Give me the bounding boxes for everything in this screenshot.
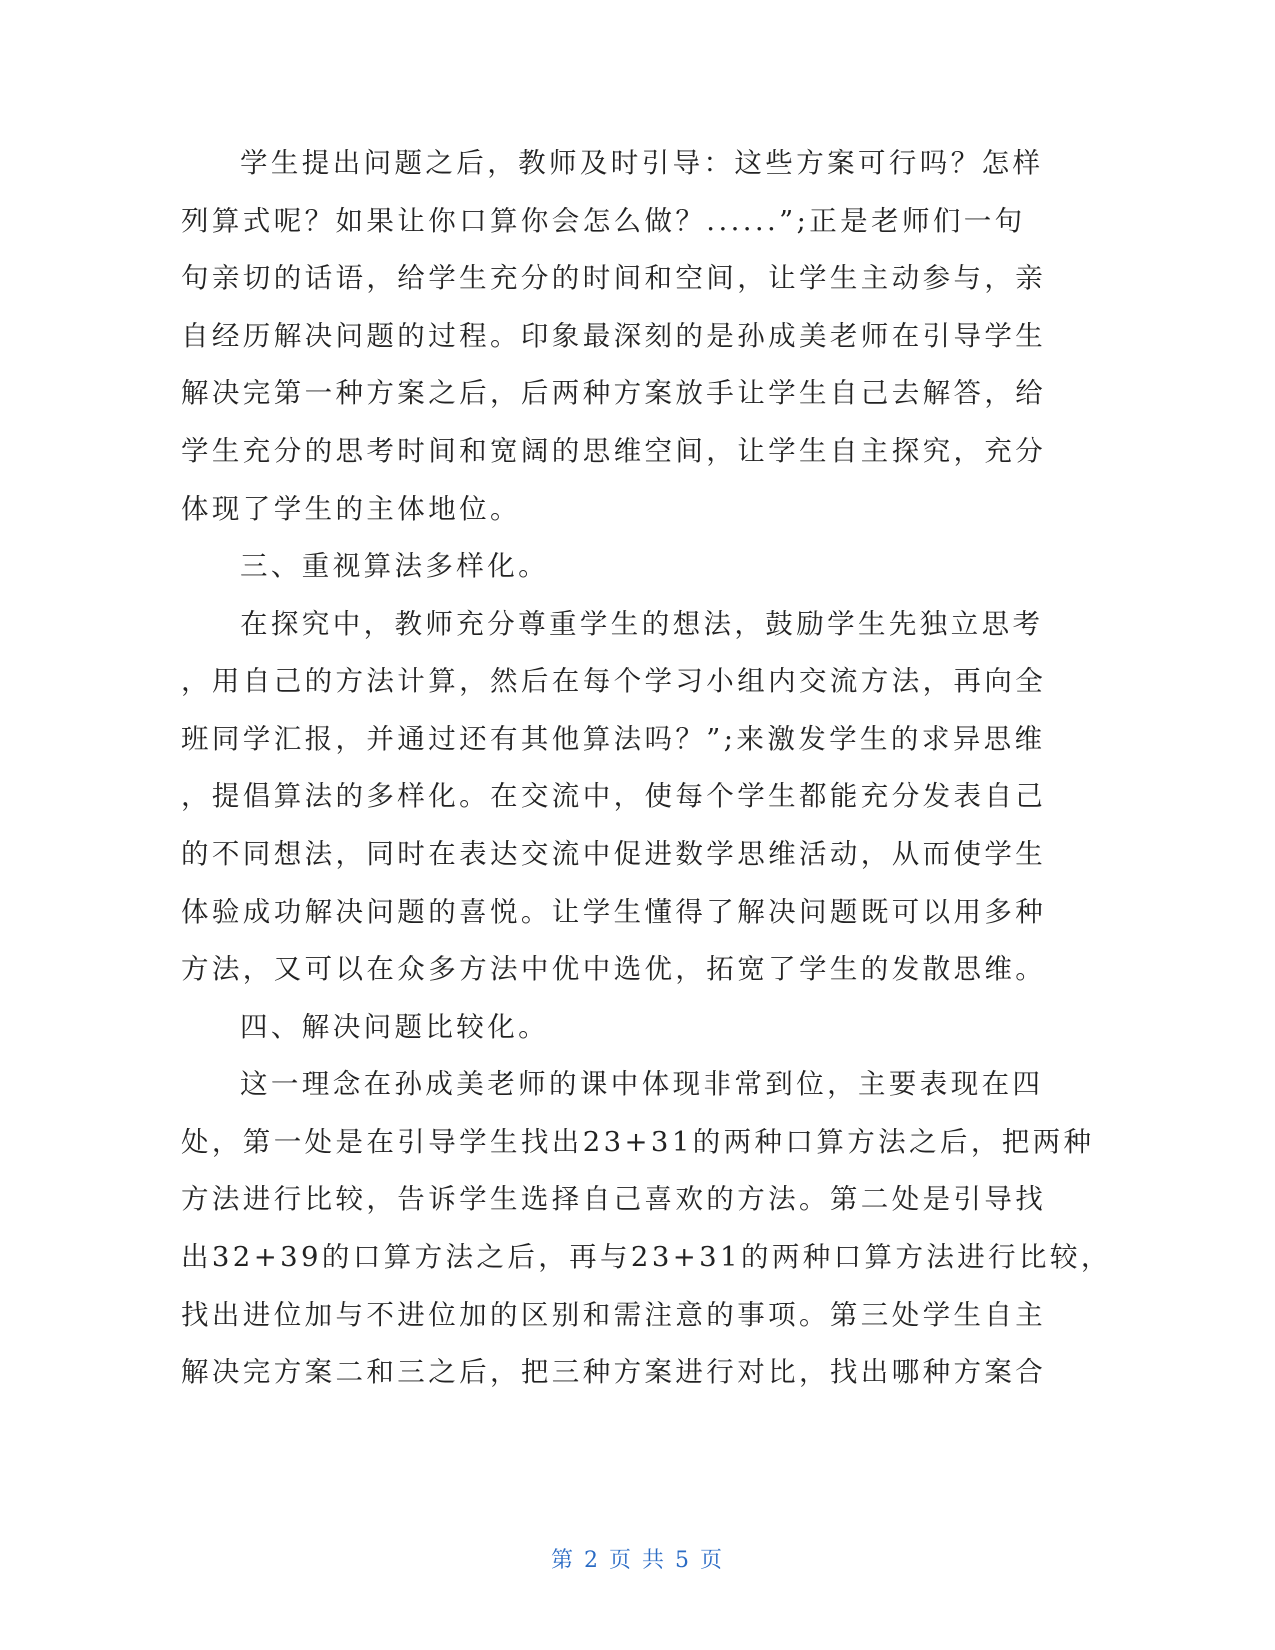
text-line: ，提倡算法的多样化。在交流中，使每个学生都能充分发表自己 xyxy=(181,780,1047,812)
footer-total-pages: 5 xyxy=(675,1548,691,1573)
footer-suffix: 页 xyxy=(700,1548,725,1573)
text-line: 出32+39的口算方法之后，再与23+31的两种口算方法进行比较， xyxy=(181,1241,1112,1273)
footer-current-page: 2 xyxy=(584,1548,600,1573)
text-line: 自经历解决问题的过程。印象最深刻的是孙成美老师在引导学生 xyxy=(181,320,1047,352)
text-line: 找出进位加与不进位加的区别和需注意的事项。第三处学生自主 xyxy=(181,1299,1047,1331)
section-heading: 四、解决问题比较化。 xyxy=(240,1011,549,1043)
text-line: 这一理念在孙成美老师的课中体现非常到位，主要表现在四 xyxy=(240,1068,1044,1100)
footer-middle: 页 共 xyxy=(609,1548,666,1573)
text-line: 在探究中，教师充分尊重学生的想法，鼓励学生先独立思考 xyxy=(240,608,1044,640)
text-line: 方法进行比较，告诉学生选择自己喜欢的方法。第二处是引导找 xyxy=(181,1183,1047,1215)
text-line: 解决完方案二和三之后，把三种方案进行对比，找出哪种方案合 xyxy=(181,1356,1047,1388)
text-line: 处，第一处是在引导学生找出23+31的两种口算方法之后，把两种 xyxy=(181,1126,1095,1158)
text-line: ，用自己的方法计算，然后在每个学习小组内交流方法，再向全 xyxy=(181,665,1047,697)
section-heading: 三、重视算法多样化。 xyxy=(240,550,549,582)
text-line: 班同学汇报，并通过还有其他算法吗？”;来激发学生的求异思维 xyxy=(181,723,1046,755)
text-line: 句亲切的话语，给学生充分的时间和空间，让学生主动参与，亲 xyxy=(181,262,1047,294)
text-line: 的不同想法，同时在表达交流中促进数学思维活动，从而使学生 xyxy=(181,838,1047,870)
page-footer xyxy=(0,1546,1275,1576)
text-line: 学生提出问题之后，教师及时引导：这些方案可行吗？怎样 xyxy=(240,147,1044,179)
text-line: 学生充分的思考时间和宽阔的思维空间，让学生自主探究，充分 xyxy=(181,435,1047,467)
text-line: 解决完第一种方案之后，后两种方案放手让学生自己去解答，给 xyxy=(181,377,1047,409)
text-line: 体验成功解决问题的喜悦。让学生懂得了解决问题既可以用多种 xyxy=(181,896,1047,928)
text-line: 方法，又可以在众多方法中优中选优，拓宽了学生的发散思维。 xyxy=(181,953,1047,985)
text-line: 列算式呢？如果让你口算你会怎么做？......”;正是老师们一句 xyxy=(181,205,1026,237)
text-line: 体现了学生的主体地位。 xyxy=(181,493,521,525)
footer-prefix: 第 xyxy=(550,1548,575,1573)
